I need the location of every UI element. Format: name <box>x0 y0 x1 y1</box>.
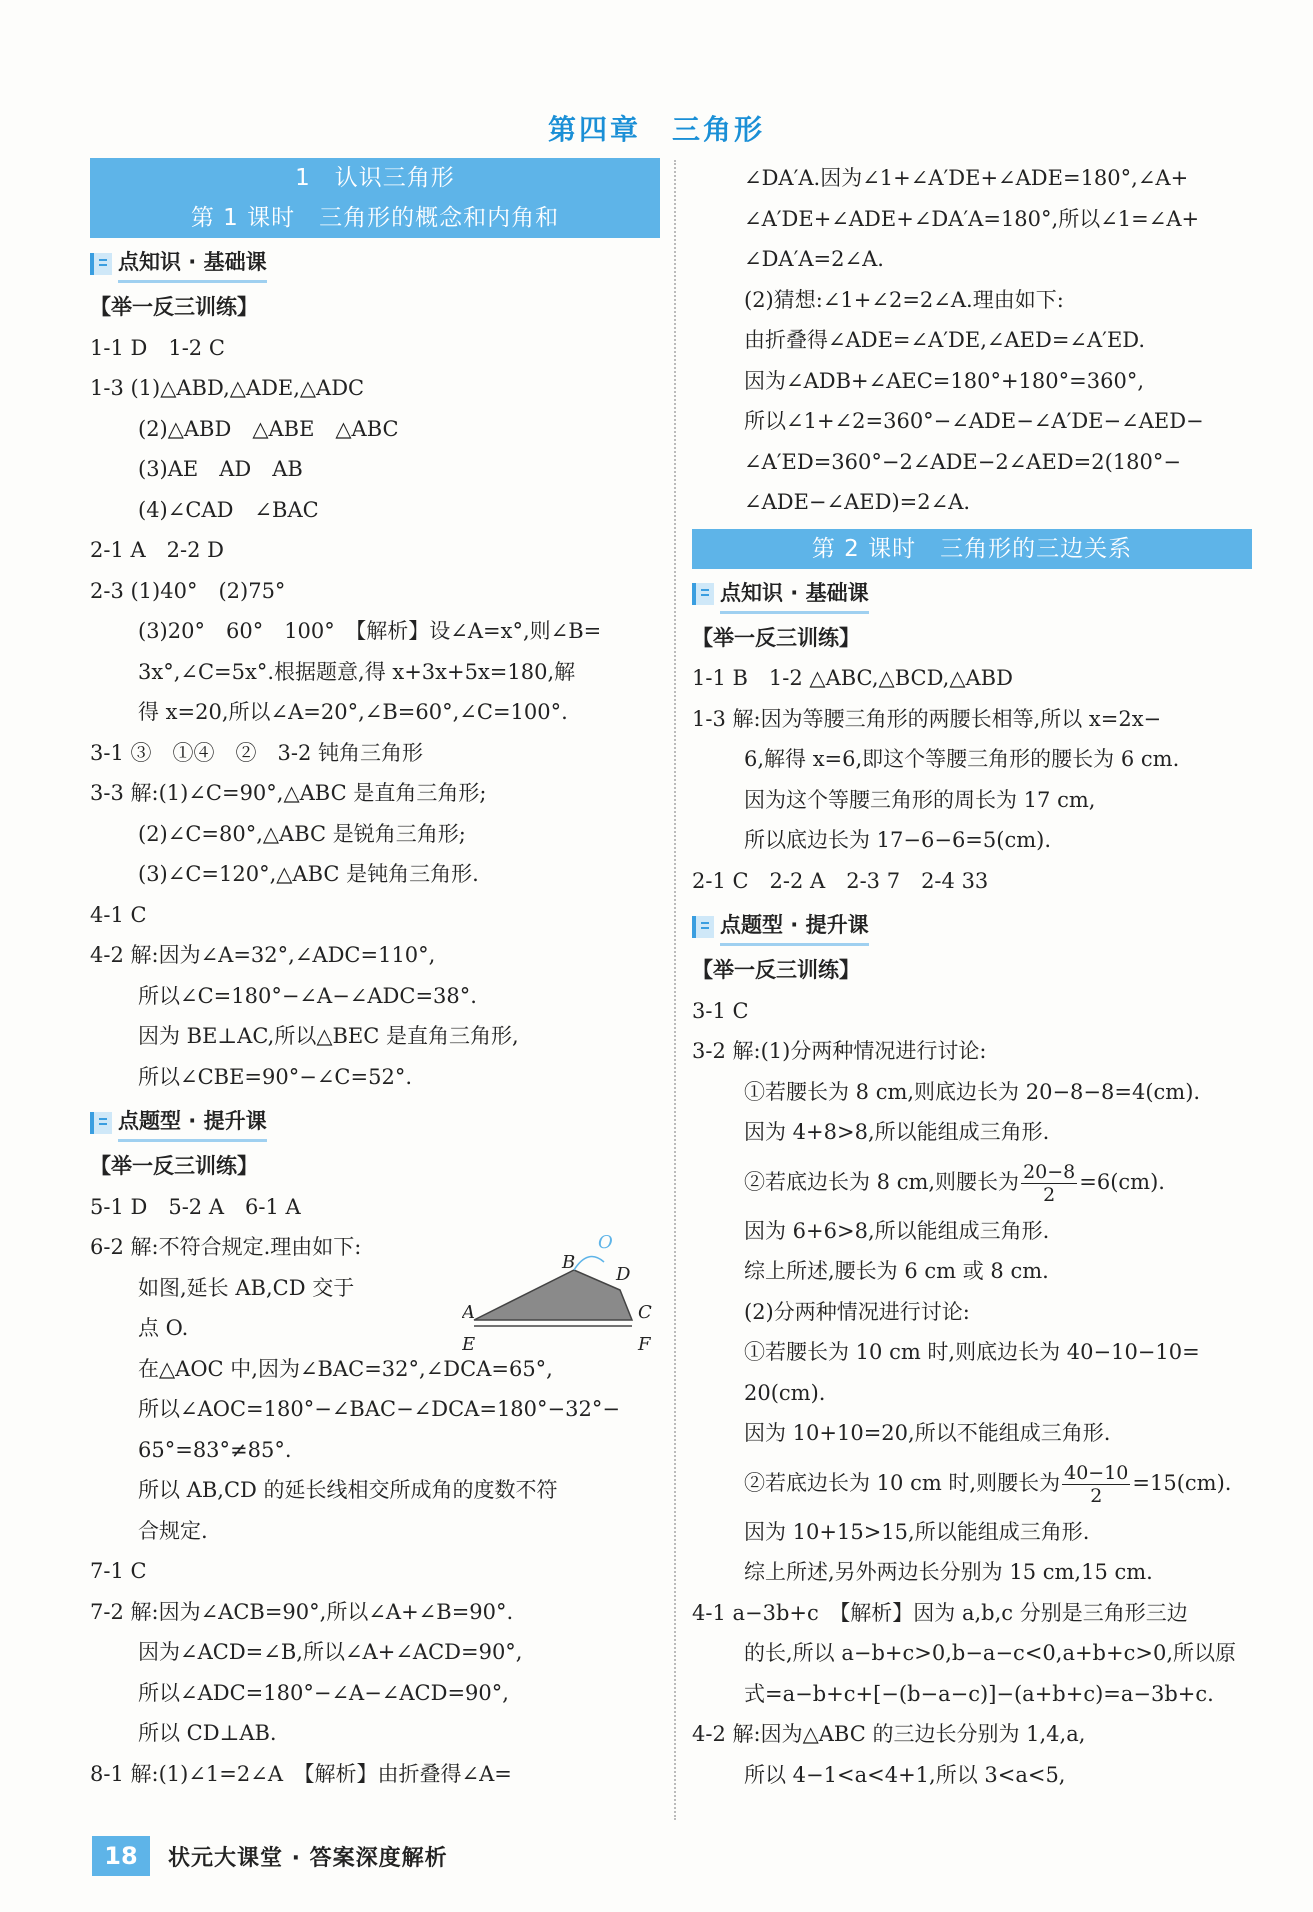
chapter-title: 第四章 三角形 <box>547 113 765 146</box>
fraction: $\frac{20-8}{2}$ <box>1023 1160 1076 1206</box>
answer-line: 因为 6+6>8,所以能组成三角形. <box>744 1218 1050 1243</box>
answer-line: 1-1 D 1-2 C <box>90 335 225 360</box>
answer-line: 所以 CD⊥AB. <box>138 1721 277 1745</box>
answer-line: 1-3 解:因为等腰三角形的两腰长相等,所以 x=2x− <box>692 706 1162 731</box>
answer-line: 所以∠AOC=180°−∠BAC−∠DCA=180°−32°− <box>138 1397 620 1421</box>
answer-line: 7-1 C <box>90 1559 147 1583</box>
answer-line: 8-1 解:(1)∠1=2∠A 【解析】由折叠得∠A= <box>90 1761 512 1786</box>
answer-line: 4-2 解:因为∠A=32°,∠ADC=110°, <box>90 943 436 967</box>
train-heading: 【举一反三训练】 <box>90 1154 258 1178</box>
pencil-icon <box>90 1112 112 1134</box>
train-heading: 【举一反三训练】 <box>692 958 860 982</box>
answer-line: 6,解得 x=6,即这个等腰三角形的腰长为 6 cm. <box>744 747 1180 771</box>
answer-line: 因为 BE⊥AC,所以△BEC 是直角三角形, <box>138 1024 519 1048</box>
answer-line: (4)∠CAD ∠BAC <box>138 497 319 522</box>
left-column <box>90 158 660 1794</box>
answer-line: 所以 4−1<a<4+1,所以 3<a<5, <box>744 1762 1066 1787</box>
label-D: D <box>616 1264 631 1285</box>
answer-line: 所以∠ADC=180°−∠A−∠ACD=90°, <box>138 1680 509 1705</box>
answer-line-fraction: ②若底边长为 10 cm 时,则腰长为 $\frac{40-10}{2}$ =15(cm). <box>744 1461 1232 1507</box>
arc-mark <box>574 1257 604 1270</box>
tag-basic-right: 点知识 · 基础课 <box>692 575 1252 614</box>
answer-line: 1-3 (1)△ABD,△ADE,△ADC <box>90 376 365 400</box>
lesson1-header: 第 1 课时 三角形的概念和内角和 <box>90 198 660 238</box>
answer-line: 2-1 A 2-2 D <box>90 538 224 562</box>
answer-line: ∠DA′A.因为∠1+∠A′DE+∠ADE=180°,∠A+ <box>744 166 1189 190</box>
label-C: C <box>638 1302 652 1323</box>
book-title: 状元大课堂 · 答案深度解析 <box>168 1845 448 1871</box>
answer-line: 因为 10+10=20,所以不能组成三角形. <box>744 1421 1111 1445</box>
answer-line: 2-1 C 2-2 A 2-3 7 2-4 33 <box>692 868 989 893</box>
answer-line: (3)20° 60° 100° 【解析】设∠A=x°,则∠B= <box>138 619 602 643</box>
right-column <box>692 158 1252 1795</box>
train-heading: 【举一反三训练】 <box>90 295 258 319</box>
pencil-icon <box>692 916 714 938</box>
answer-line: 4-1 a−3b+c 【解析】因为 a,b,c 分别是三角形三边 <box>692 1600 1188 1625</box>
answer-line: 综上所述,腰长为 6 cm 或 8 cm. <box>744 1259 1049 1283</box>
answer-line: 3-1 C <box>692 998 749 1023</box>
tag-advanced-left: 点题型 · 提升课 <box>90 1103 660 1142</box>
answer-line: 所以∠C=180°−∠A−∠ADC=38°. <box>138 983 477 1008</box>
answer-line: 因为 10+15>15,所以能组成三角形. <box>744 1519 1090 1544</box>
label-A: A <box>462 1302 475 1323</box>
section-header: 1 认识三角形 <box>90 158 660 198</box>
answer-line: ①若腰长为 10 cm 时,则底边长为 40−10−10= <box>744 1340 1200 1364</box>
page-number: 18 <box>92 1836 150 1876</box>
answer-line: 综上所述,另外两边长分别为 15 cm,15 cm. <box>744 1560 1153 1584</box>
answer-line: 因为∠ADB+∠AEC=180°+180°=360°, <box>744 368 1144 393</box>
fraction: $\frac{40-10}{2}$ <box>1064 1461 1129 1507</box>
answer-line: 3-2 解:(1)分两种情况进行讨论: <box>692 1039 987 1063</box>
answer-line: (3)∠C=120°,△ABC 是钝角三角形. <box>138 862 479 886</box>
answer-line: (2)猜想:∠1+∠2=2∠A.理由如下: <box>744 287 1064 312</box>
answer-line: 5-1 D 5-2 A 6-1 A <box>90 1194 301 1219</box>
book-icon <box>692 583 714 605</box>
answer-line: 合规定. <box>138 1518 208 1543</box>
column-divider <box>674 160 676 1820</box>
answer-line: 6-2 解:不符合规定.理由如下: <box>90 1235 362 1259</box>
answer-line: ①若腰长为 8 cm,则底边长为 20−8−8=4(cm). <box>744 1079 1201 1104</box>
answer-line: 2-3 (1)40° (2)75° <box>90 578 286 603</box>
answer-line: 的长,所以 a−b+c>0,b−a−c<0,a+b+c>0,所以原 <box>744 1641 1236 1665</box>
answer-line: ∠ADE−∠AED)=2∠A. <box>744 490 971 514</box>
tag-basic-left: 点知识 · 基础课 <box>90 244 660 283</box>
lesson2-header: 第 2 课时 三角形的三边关系 <box>692 529 1252 569</box>
answer-line: 由折叠得∠ADE=∠A′DE,∠AED=∠A′ED. <box>744 328 1146 352</box>
page-footer <box>92 1836 448 1876</box>
answer-line: ∠DA′A=2∠A. <box>744 247 884 271</box>
answer-line: (2)分两种情况进行讨论: <box>744 1299 970 1324</box>
answer-line: 20(cm). <box>744 1380 826 1405</box>
answer-line: 1-1 B 1-2 △ABC,△BCD,△ABD <box>692 666 1013 690</box>
answer-line: 因为∠ACD=∠B,所以∠A+∠ACD=90°, <box>138 1640 523 1664</box>
label-F: F <box>638 1334 651 1355</box>
answer-line: 4-2 解:因为△ABC 的三边长分别为 1,4,a, <box>692 1722 1086 1746</box>
answer-line: 3x°,∠C=5x°.根据题意,得 x+3x+5x=180,解 <box>138 659 576 684</box>
train-heading: 【举一反三训练】 <box>692 625 860 650</box>
answer-line: 因为 4+8>8,所以能组成三角形. <box>744 1120 1050 1144</box>
label-O: O <box>598 1232 613 1253</box>
answer-line: 式=a−b+c+[−(b−a−c)]−(a+b+c)=a−3b+c. <box>744 1681 1214 1706</box>
answer-line: 得 x=20,所以∠A=20°,∠B=60°,∠C=100°. <box>138 700 568 724</box>
answer-line: 65°=83°≠85°. <box>138 1437 292 1462</box>
label-E: E <box>462 1334 476 1355</box>
answer-line: 如图,延长 AB,CD 交于 <box>138 1275 355 1300</box>
answer-line: 因为这个等腰三角形的周长为 17 cm, <box>744 787 1096 812</box>
answer-line: 3-1 ③ ①④ ② 3-2 钝角三角形 <box>90 740 423 765</box>
answer-line: ∠A′ED=360°−2∠ADE−2∠AED=2(180°− <box>744 449 1181 474</box>
answer-line: 4-1 C <box>90 902 147 927</box>
answer-line: 所以 AB,CD 的延长线相交所成角的度数不符 <box>138 1478 558 1502</box>
trapezoid-figure <box>462 1228 662 1358</box>
answer-line: 所以底边长为 17−6−6=5(cm). <box>744 828 1052 852</box>
answer-line: 所以∠CBE=90°−∠C=52°. <box>138 1064 412 1089</box>
answer-line: 在△AOC 中,因为∠BAC=32°,∠DCA=65°, <box>138 1356 553 1381</box>
tag-advanced-right: 点题型 · 提升课 <box>692 907 1252 946</box>
answer-line: 3-3 解:(1)∠C=90°,△ABC 是直角三角形; <box>90 781 487 805</box>
answer-line: 所以∠1+∠2=360°−∠ADE−∠A′DE−∠AED− <box>744 409 1204 433</box>
answer-line: 7-2 解:因为∠ACB=90°,所以∠A+∠B=90°. <box>90 1599 514 1624</box>
book-icon <box>90 253 112 275</box>
answer-line: (2)△ABD △ABE △ABC <box>138 416 399 441</box>
answer-line: (2)∠C=80°,△ABC 是锐角三角形; <box>138 821 466 846</box>
answer-line: (3)AE AD AB <box>138 457 303 481</box>
answer-line: 点 O. <box>138 1316 189 1340</box>
label-B: B <box>562 1252 576 1273</box>
answer-line-fraction: ②若底边长为 8 cm,则腰长为 $\frac{20-8}{2}$ =6(cm). <box>744 1160 1165 1206</box>
answer-line: ∠A′DE+∠ADE+∠DA′A=180°,所以∠1=∠A+ <box>744 206 1200 231</box>
shaded-trapezoid <box>474 1270 632 1320</box>
